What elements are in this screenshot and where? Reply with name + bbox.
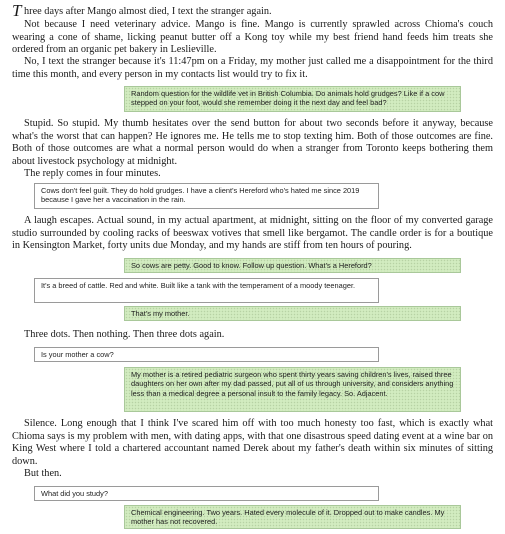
- paragraph-hesitation: Stupid. So stupid. My thumb hesitates over the send button for about two seconds before it anyway, because what's the worst that can happen? He ignores me. He tells me to stop texting him. Both of those outcomes are fine. Both of those outcomes are what a normal person would do when a stranger from Toronto keeps bothering them about livestock psychology at midnight.: [12, 118, 493, 167]
- paragraph-but-then: But then.: [24, 468, 62, 479]
- message-sent-petty-cows: So cows are petty. Good to know. Follow up question. What's a Hereford?: [124, 258, 461, 273]
- paragraph-opening-text: hree days after Mango almost died, I text the stranger again.: [24, 6, 272, 17]
- paragraph-silence: Silence. Long enough that I think I've scared him off with too much honesty too fast, which is exactly what Chioma says is my problem with men, with dating apps, with that one disastrous speed dating event at a wine bar on King West where I told a chartered accountant named Derek about my father's death within six minutes of sitting down.: [12, 418, 493, 467]
- message-received-cow-guilt: Cows don't feel guilt. They do hold grudges. I have a client's Hereford who's hated me since 2019 because I gave her a vaccination in the rain.: [34, 183, 379, 209]
- message-received-what-study: What did you study?: [34, 486, 379, 501]
- paragraph-reply-time: The reply comes in four minutes.: [24, 168, 161, 179]
- paragraph-opening: [12, 1, 493, 20]
- message-sent-thats-my-mother: That's my mother.: [124, 306, 461, 321]
- drop-cap: T: [12, 1, 22, 20]
- message-received-hereford: It's a breed of cattle. Red and white. Built like a tank with the temperament of a moody teenager.: [34, 278, 379, 303]
- message-received-mother-cow: Is your mother a cow?: [34, 347, 379, 362]
- paragraph-mango: Not because I need veterinary advice. Mango is fine. Mango is currently sprawled across Chioma's couch wearing a cone of shame, licking peanut butter off a Kong toy while my best friend hand feeds him treats she ordered from an organic pet bakery in Leslieville.: [12, 19, 493, 55]
- paragraph-texting-reason: No, I text the stranger because it's 11:47pm on a Friday, my mother just called me a disappointment for the third time this month, and every person in my contacts list would try to fix it.: [12, 56, 493, 80]
- paragraph-laugh: A laugh escapes. Actual sound, in my actual apartment, at midnight, sitting on the floor of my converted garage studio surrounded by cooling racks of beeswax votives that smell like bergamot. The candle order is for a boutique in Kensington Market, forty units due Monday, and my hands are stiff from ten hours of pouring.: [12, 215, 493, 251]
- message-sent-cow-grudge: Random question for the wildlife vet in British Columbia. Do animals hold grudges? Like if a cow stepped on your foot, would she remember doing it the next day and feel bad?: [124, 86, 461, 112]
- message-sent-chemical-engineering: Chemical engineering. Two years. Hated every molecule of it. Dropped out to make candles. My mother has not recovered.: [124, 505, 461, 529]
- message-sent-mother-surgeon: My mother is a retired pediatric surgeon who spent thirty years saving children's lives, raised three daughters on her own after my dad passed, put all of us through university, and considers anything less than a medical degree a personal insult to the family legacy. So. Adjacent.: [124, 367, 461, 412]
- paragraph-three-dots: Three dots. Then nothing. Then three dots again.: [24, 329, 225, 340]
